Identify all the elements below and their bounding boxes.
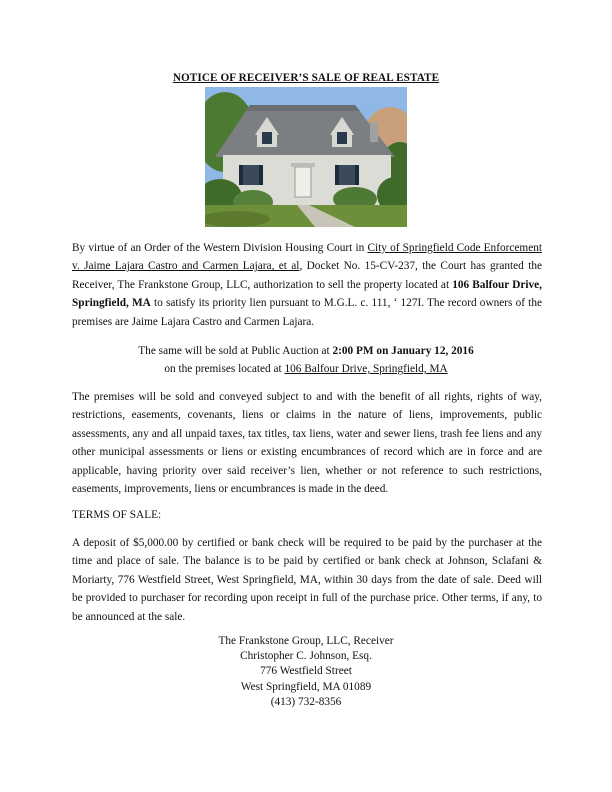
auction-datetime: 2:00 PM on January 12, 2016: [332, 345, 474, 357]
auction-line1-prefix: The same will be sold at Public Auction at: [138, 345, 333, 357]
house-photo: [205, 87, 407, 227]
property-address: 106 Balfour Drive, Springfield, MA: [72, 278, 542, 310]
terms-heading: TERMS OF SALE:: [72, 509, 162, 521]
order-paragraph: [72, 239, 542, 331]
order-text-lien: to satisfy its priority lien pursuant to M.G.L. c. 111, ‘ 127I. The record owners of the premises are Jaime Lajara Castro and Carmen Lajara.: [72, 297, 542, 328]
signature-company: The Frankstone Group, LLC, Receiver: [218, 635, 394, 647]
notice-title: NOTICE OF RECEIVER’S SALE OF REAL ESTATE: [172, 72, 440, 84]
signature-name: Christopher C. Johnson, Esq.: [240, 650, 372, 663]
auction-location: 106 Balfour Drive, Springfield, MA: [284, 363, 448, 375]
signature-city: West Springfield, MA 01089: [240, 680, 372, 693]
signature-phone: (413) 732-8356: [270, 695, 342, 708]
order-text-intro: By virtue of an Order of the Western Division Housing Court in: [72, 242, 368, 254]
auction-details: [0, 342, 612, 378]
order-text-docket: , Docket No. 15-CV-237, the Court has granted the Receiver, The Frankstone Group, LLC, authorization to sell the property located at: [72, 260, 542, 291]
signature-street: 776 Westfield Street: [260, 665, 352, 678]
signature-block: [0, 634, 612, 710]
auction-line2-prefix: on the premises located at: [164, 363, 285, 375]
case-name: City of Springfield Code Enforcement v. Jaime Lajara Castro and Carmen Lajara, et al: [72, 242, 542, 273]
terms-paragraph: A deposit of $5,000.00 by certified or bank check will be required to be paid by the purchaser at the time and place of sale. The balance is to be paid by certified or bank check at Johnson, Sclafani & Moriarty, 776 Westfield Street, West Springfield, MA, within 30 days from the date of sale. Deed will be provided to purchaser for recording upon receipt in full of the purchase price. Other terms, if any, to be announced at the sale.: [72, 537, 542, 623]
conveyance-paragraph: The premises will be sold and conveyed subject to and with the benefit of all rights, rights of way, restrictions, easements, covenants, liens or claims in the nature of liens, improvements, public assessments, any and all unpaid taxes, tax titles, tax liens, water and sewer liens, trash fee liens and any other municipal assessments or liens or existing encumbrances of record which are in force and are applicable, having priority over said receiver’s lien, whether or not reference to such restrictions, easements, improvements, liens or encumbrances is made in the deed.: [72, 391, 542, 496]
